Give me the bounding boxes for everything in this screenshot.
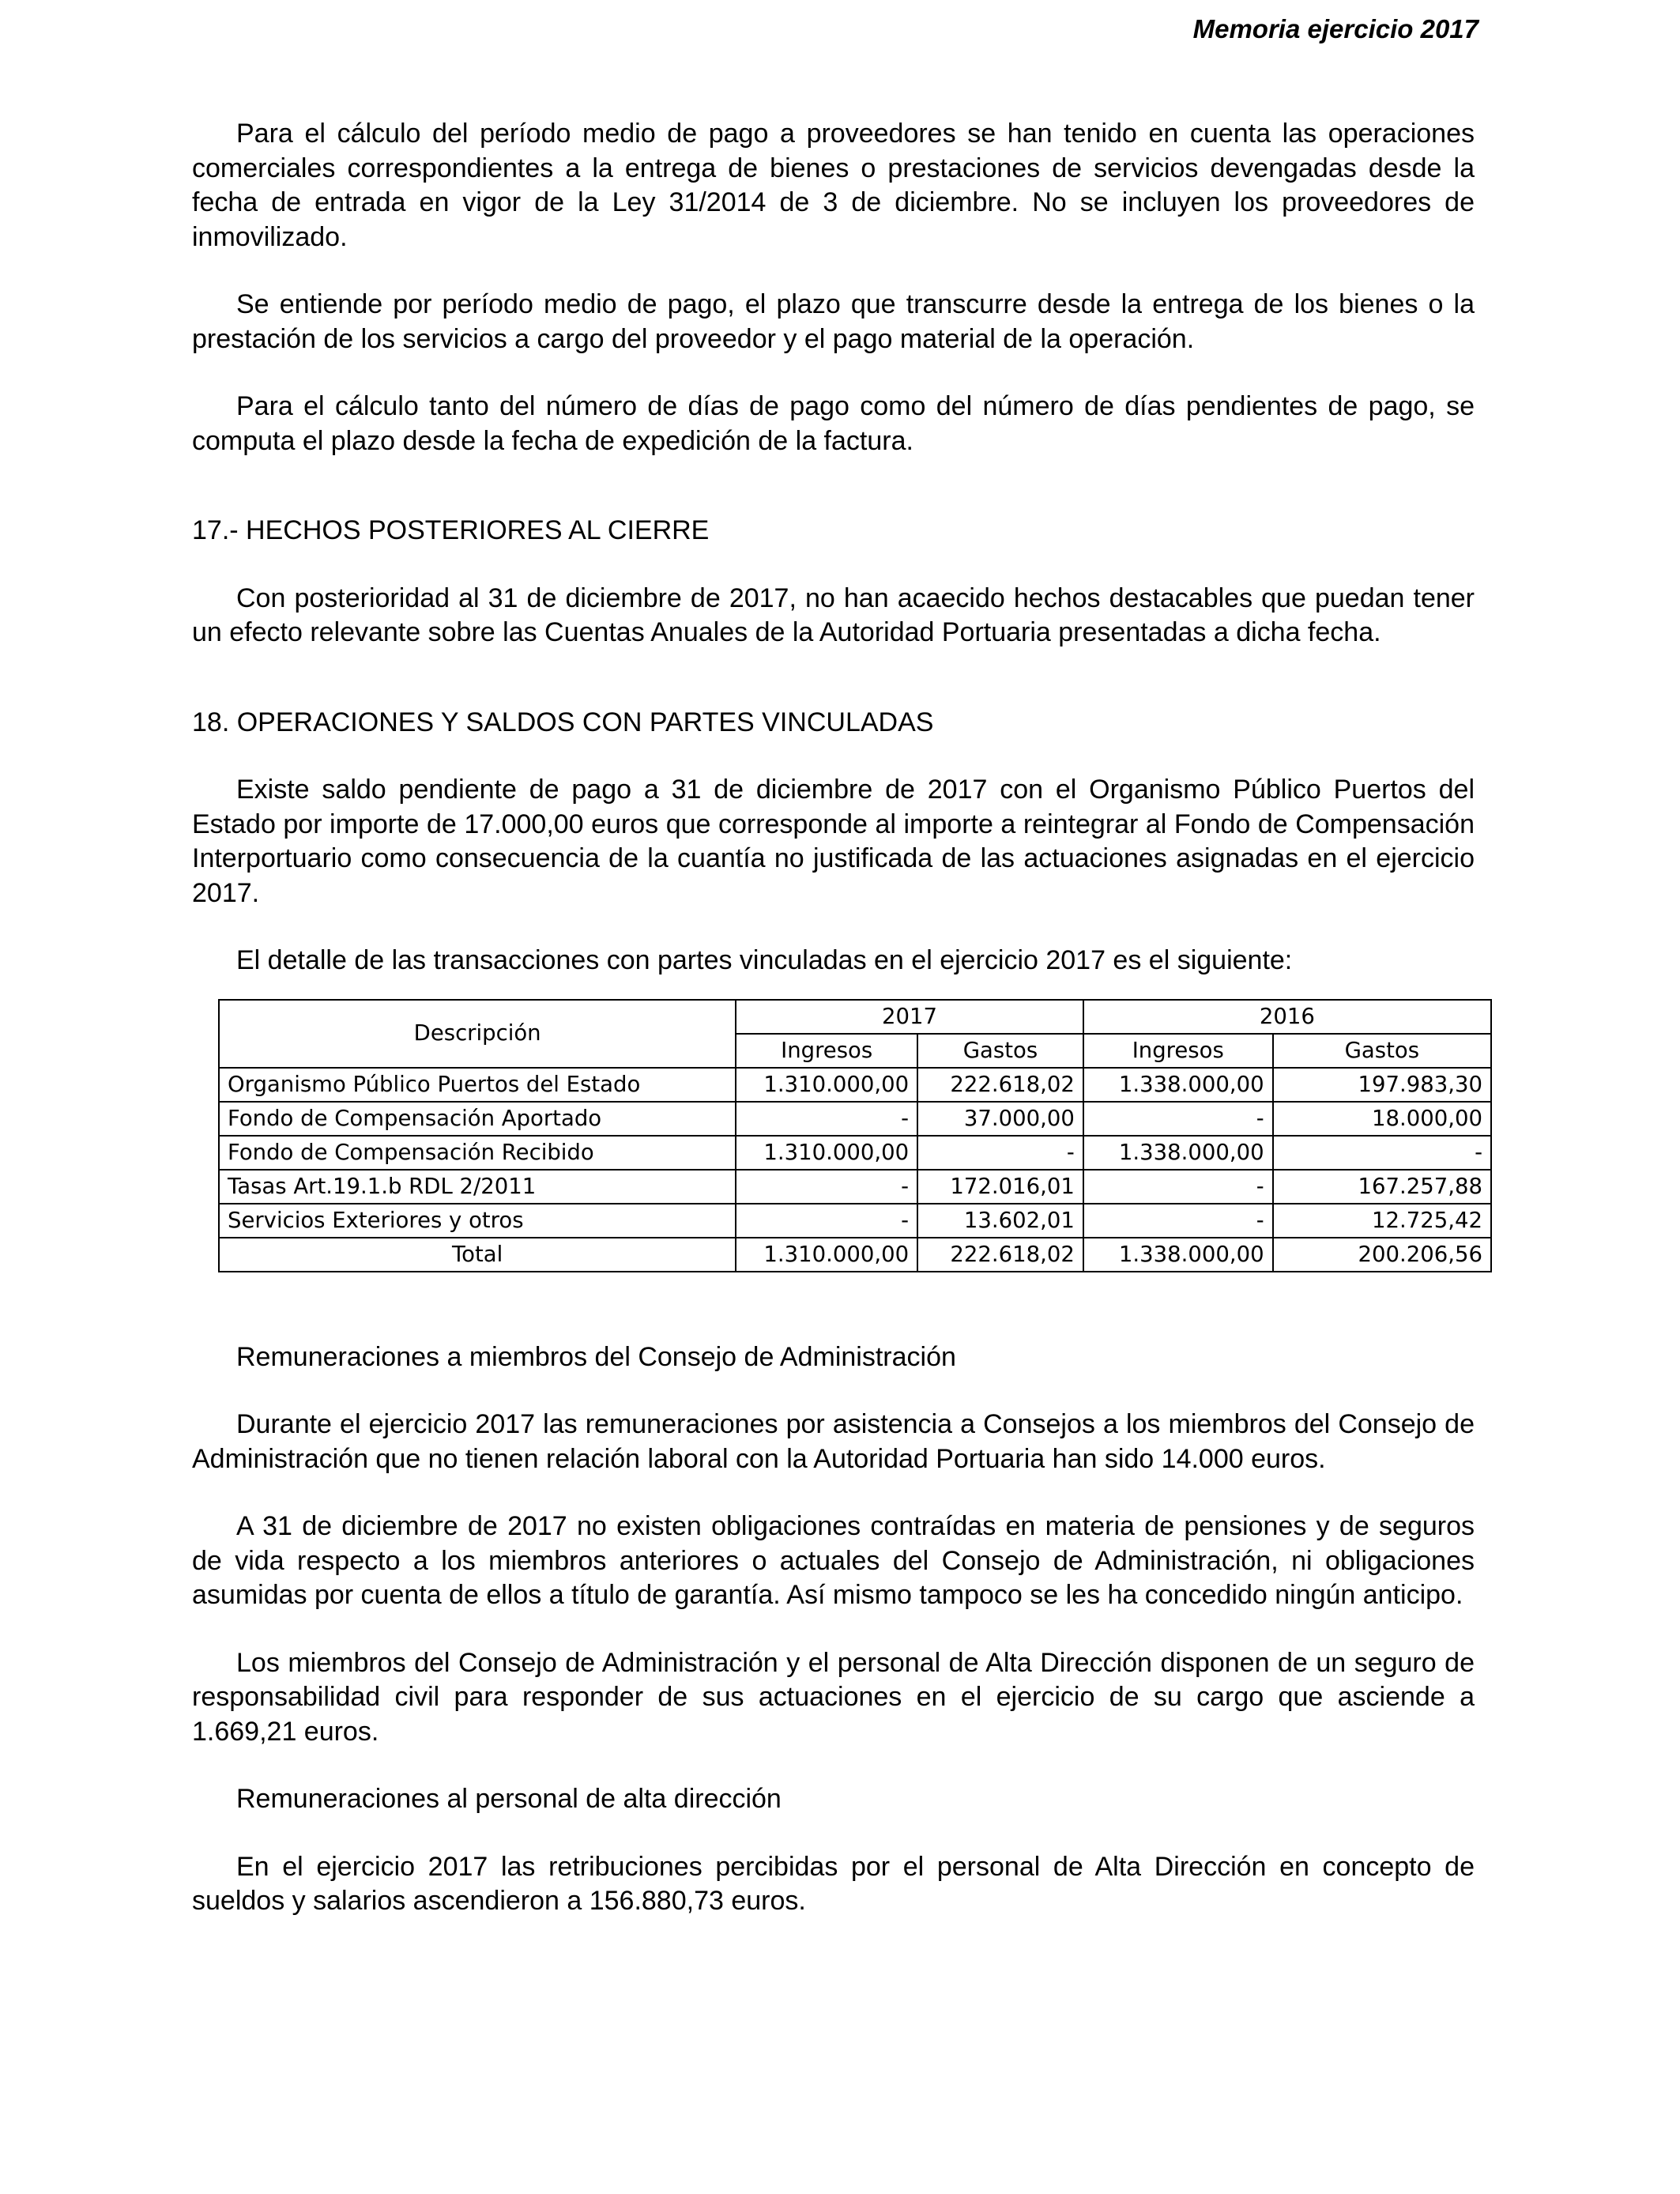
cell-ingresos-2017: - — [736, 1204, 917, 1238]
table-header-row-years — [219, 1000, 1491, 1034]
cell-ingresos-2017: 1.310.000,00 — [736, 1136, 917, 1170]
table-row — [219, 1068, 1491, 1102]
section-18-paragraph-saldo: Existe saldo pendiente de pago a 31 de diciembre de 2017 con el Organismo Público Puertos del Estado por importe de 17.000,00 euros que corresponde al importe a reintegrar al Fondo de Compensación Interportuario como consecuencia de la cuantía no justificada de las actuaciones asignadas en el ejercicio 2017. — [192, 775, 1475, 908]
subtitle-remuneraciones-alta-direccion: Remuneraciones al personal de alta dirección — [236, 1784, 782, 1814]
table-subheader-ingresos-2016: Ingresos — [1083, 1034, 1273, 1068]
cell-ingresos-2017: 1.310.000,00 — [736, 1068, 917, 1102]
total-gastos-2016: 200.206,56 — [1273, 1238, 1491, 1272]
page-content — [192, 117, 1482, 1952]
cell-gastos-2016: 12.725,42 — [1273, 1204, 1491, 1238]
paragraph-retribuciones-alta-direccion: En el ejercicio 2017 las retribuciones percibidas por el personal de Alta Dirección en concepto de sueldos y salarios ascendieron a 156.880,73 euros. — [192, 1851, 1475, 1916]
table-header-year-2017: 2017 — [736, 1000, 1083, 1034]
table-subheader-ingresos-2017: Ingresos — [736, 1034, 917, 1068]
table-row — [219, 1170, 1491, 1204]
row-label: Organismo Público Puertos del Estado — [219, 1068, 736, 1102]
table-subheader-gastos-2017: Gastos — [917, 1034, 1083, 1068]
cell-ingresos-2016: - — [1083, 1204, 1273, 1238]
cell-gastos-2017: - — [917, 1136, 1083, 1170]
cell-ingresos-2016: - — [1083, 1170, 1273, 1204]
cell-ingresos-2017: - — [736, 1170, 917, 1204]
total-label: Total — [219, 1238, 736, 1272]
related-parties-table — [218, 999, 1492, 1272]
running-header: Memoria ejercicio 2017 — [1192, 14, 1478, 43]
cell-ingresos-2017: - — [736, 1102, 917, 1136]
cell-gastos-2016: 18.000,00 — [1273, 1102, 1491, 1136]
cell-gastos-2017: 37.000,00 — [917, 1102, 1083, 1136]
paragraph-remuneraciones-consejo: Durante el ejercicio 2017 las remuneraciones por asistencia a Consejos a los miembros del Consejo de Administración que no tienen relación laboral con la Autoridad Portuaria han sido 14.000 euros. — [192, 1409, 1475, 1474]
row-label: Servicios Exteriores y otros — [219, 1204, 736, 1238]
total-ingresos-2017: 1.310.000,00 — [736, 1238, 917, 1272]
row-label: Fondo de Compensación Recibido — [219, 1136, 736, 1170]
row-label: Fondo de Compensación Aportado — [219, 1102, 736, 1136]
table-row — [219, 1102, 1491, 1136]
cell-gastos-2016: 197.983,30 — [1273, 1068, 1491, 1102]
table-header-description: Descripción — [219, 1000, 736, 1068]
paragraph-computo-plazo: Para el cálculo tanto del número de días de pago como del número de días pendientes de pago, se computa el plazo desde la fecha de expedición de la factura. — [192, 391, 1475, 456]
section-17-paragraph: Con posterioridad al 31 de diciembre de 2017, no han acaecido hechos destacables que puedan tener un efecto relevante sobre las Cuentas Anuales de la Autoridad Portuaria presentadas a dicha fecha. — [192, 582, 1475, 647]
cell-ingresos-2016: 1.338.000,00 — [1083, 1136, 1273, 1170]
table-subheader-gastos-2016: Gastos — [1273, 1034, 1491, 1068]
spacer — [192, 684, 1475, 706]
section-18-title: 18. OPERACIONES Y SALDOS CON PARTES VINCULADAS — [192, 707, 934, 737]
cell-gastos-2017: 13.602,01 — [917, 1204, 1083, 1238]
paragraph-seguro-responsabilidad: Los miembros del Consejo de Administración y el personal de Alta Dirección disponen de un seguro de responsabilidad civil para responder de sus actuaciones en el ejercicio de su cargo que asciende a 1.669,21 euros. — [192, 1647, 1475, 1747]
table-header-year-2016: 2016 — [1083, 1000, 1491, 1034]
total-gastos-2017: 222.618,02 — [917, 1238, 1083, 1272]
paragraph-obligaciones-pensiones: A 31 de diciembre de 2017 no existen obligaciones contraídas en materia de pensiones y de seguros de vida respecto a los miembros anteriores o actuales del Consejo de Administración, ni obligaciones asumidas por cuenta de ellos a título de garantía. Así mismo tampoco se les ha concedido ningún anticipo. — [192, 1511, 1475, 1610]
cell-gastos-2016: - — [1273, 1136, 1491, 1170]
paragraph-periodo-medio-definicion: Se entiende por período medio de pago, el plazo que transcurre desde la entrega de los bienes o la prestación de los servicios a cargo del proveedor y el pago material de la operación. — [192, 289, 1475, 354]
table-total-row — [219, 1238, 1491, 1272]
cell-ingresos-2016: - — [1083, 1102, 1273, 1136]
cell-ingresos-2016: 1.338.000,00 — [1083, 1068, 1273, 1102]
cell-gastos-2017: 222.618,02 — [917, 1068, 1083, 1102]
row-label: Tasas Art.19.1.b RDL 2/2011 — [219, 1170, 736, 1204]
subtitle-remuneraciones-consejo: Remuneraciones a miembros del Consejo de Administración — [236, 1341, 956, 1372]
total-ingresos-2016: 1.338.000,00 — [1083, 1238, 1273, 1272]
cell-gastos-2017: 172.016,01 — [917, 1170, 1083, 1204]
table-row — [219, 1136, 1491, 1170]
table-row — [219, 1204, 1491, 1238]
cell-gastos-2016: 167.257,88 — [1273, 1170, 1491, 1204]
spacer — [192, 492, 1475, 514]
section-18-paragraph-detalle: El detalle de las transacciones con partes vinculadas en el ejercicio 2017 es el siguiente: — [236, 945, 1293, 975]
paragraph-periodo-medio-calculo: Para el cálculo del período medio de pago a proveedores se han tenido en cuenta las operaciones comerciales correspondientes a la entrega de bienes o prestaciones de servicios devengadas desde la fecha de entrada en vigor de la Ley 31/2014 de 3 de diciembre. No se incluyen los proveedores de inmovilizado. — [192, 119, 1475, 252]
section-17-title: 17.- HECHOS POSTERIORES AL CIERRE — [192, 515, 710, 545]
